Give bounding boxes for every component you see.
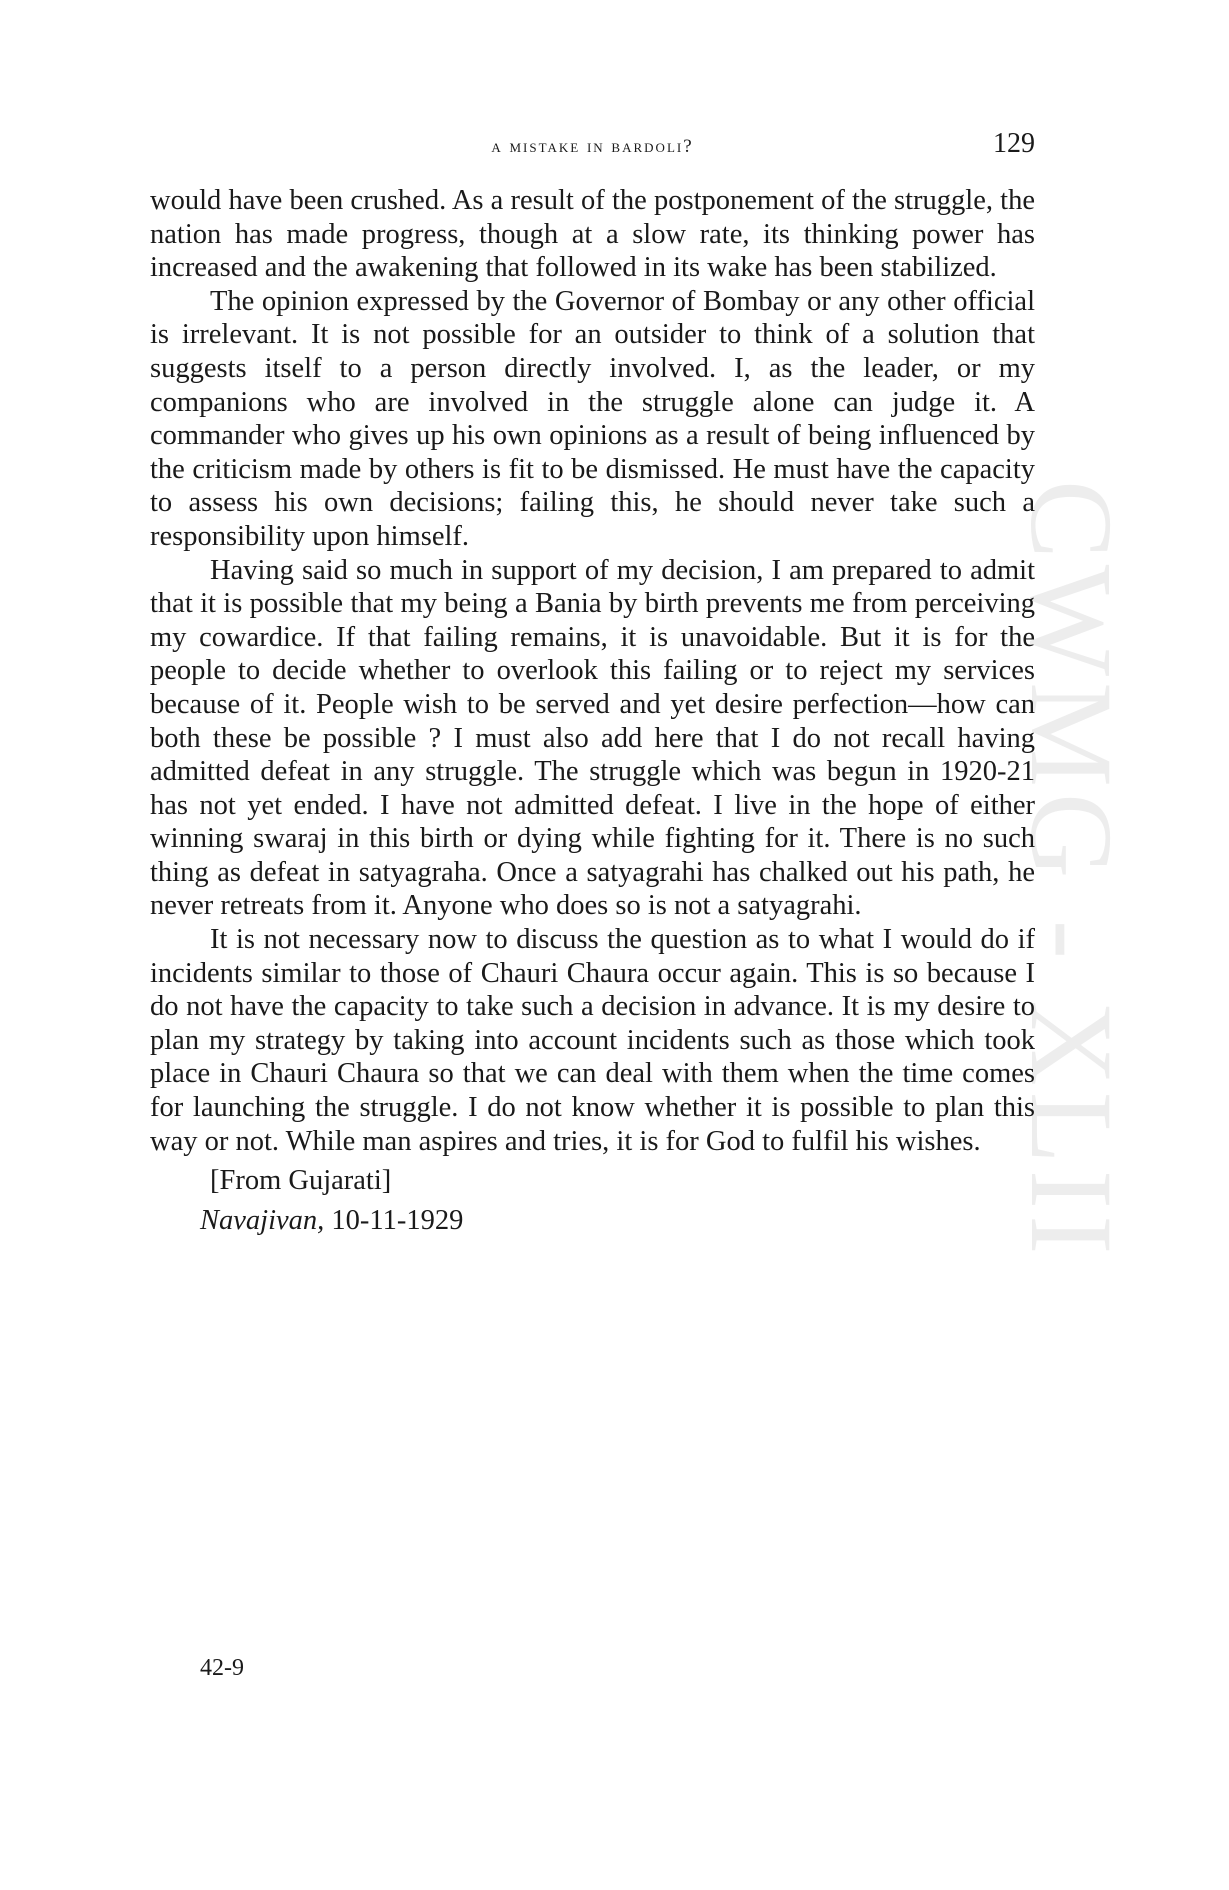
paragraph-3: Having said so much in support of my decision, I am prepared to admit that it is possible that my being a Bania by birth prevents me from perceiving my cowardice. If that failing remains, it is unavoidable. But it is for the people to decide whether to overlook this failing or to reject my services because of it. People wish to be served and yet desire perfection—how can both these be possible ? I must also add here that I do not recall having admitted defeat in any struggle. The struggle which was begun in 1920-21 has not yet ended. I have not admitted defeat. I live in the hope of either winning swaraj in this birth or dying while fighting for it. There is no such thing as defeat in satyagraha. Once a satyagrahi has chalked out his path, he never retreats from it. Anyone who does so is not a satyagrahi. (150, 554, 1035, 922)
running-title: a mistake in bardoli? (491, 136, 694, 157)
source-note: [From Gujarati] (210, 1165, 392, 1197)
citation (200, 1202, 1035, 1240)
running-head (150, 128, 1035, 168)
paragraph-2: The opinion expressed by the Governor of Bombay or any other official is irrelevant. It is not possible for an outsider to think of a solution that suggests itself to a person directly involved. I, as the leader, or my companions who are involved in the struggle alone can judge it. A commander who gives up his own opinions as a result of being influenced by the criticism made by others is fit to be dismissed. He must have the capacity to assess his own decisions; failing this, he should never take such a responsibility upon himself. (150, 285, 1035, 552)
watermark-text: CWMG - XLII (1006, 480, 1137, 1261)
periodical-name: Navajivan, (200, 1205, 325, 1237)
body-text (150, 184, 1035, 1240)
page-number: 129 (993, 128, 1035, 159)
citation-date: 10-11-1929 (331, 1205, 464, 1237)
signature-mark: 42-9 (200, 1655, 244, 1681)
paragraph-4: It is not necessary now to discuss the question as to what I would do if incidents similar to those of Chauri Chaura occur again. This is so because I do not have the capacity to take such a decision in advance. It is my desire to plan my strategy by taking into account incidents such as those which took place in Chauri Chaura so that we can deal with them when the time comes for launching the struggle. I do not know whether it is possible to plan this way or not. While man aspires and tries, it is for God to fulfil his wishes. (150, 924, 1035, 1157)
paragraph-1: would have been crushed. As a result of the postponement of the struggle, the nation has made progress, though at a slow rate, its thinking power has increased and the awakening that followed in its wake has been stabilized. (150, 185, 1035, 284)
